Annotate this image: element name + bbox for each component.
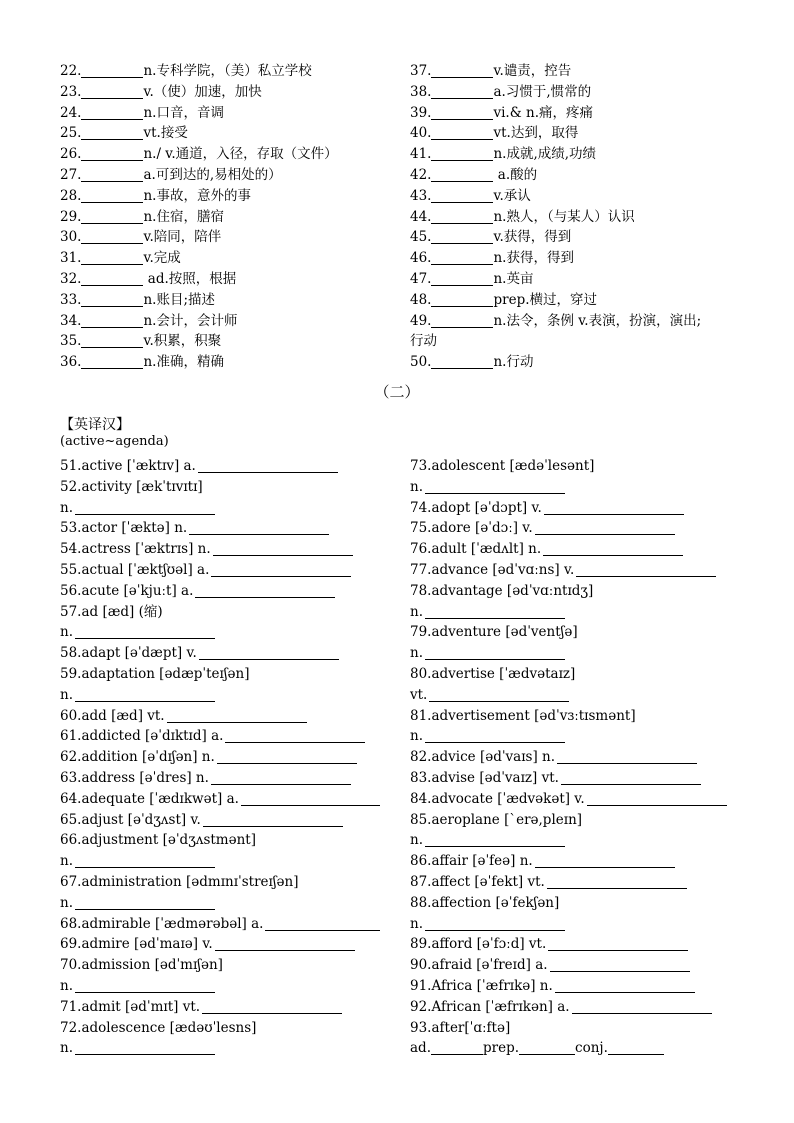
answer-blank[interactable]: [81, 209, 143, 224]
item-number: 39.: [410, 104, 432, 121]
vocab-entry: [60, 602, 380, 623]
chinese-gloss: v.承认: [493, 187, 531, 204]
answer-blank[interactable]: [241, 791, 380, 806]
vocab-item: [60, 144, 338, 165]
vocab-entry: [410, 789, 727, 810]
chinese-gloss: v.陪同，陪伴: [143, 229, 222, 246]
entry-text: n.: [60, 894, 73, 911]
answer-blank[interactable]: [75, 624, 215, 639]
item-number: 47.: [410, 270, 432, 287]
pos-conj-label: conj.: [575, 1040, 608, 1057]
vocab-item: [60, 248, 338, 269]
answer-blank[interactable]: [75, 500, 215, 515]
entry-text: 76.adult [ˈædʌlt] n.: [410, 541, 542, 558]
vocab-entry: [410, 456, 727, 477]
answer-blank[interactable]: [81, 333, 143, 348]
item-number: 28.: [60, 187, 82, 204]
entry-text: n.: [410, 832, 423, 849]
vocab-item: [410, 207, 701, 228]
entry-text: n.: [60, 624, 73, 641]
answer-blank[interactable]: [425, 916, 565, 931]
item-number: 32.: [60, 270, 82, 287]
chinese-gloss: n.熟人，（与某人）认识: [493, 208, 635, 225]
chinese-gloss: vt.接受: [143, 125, 188, 142]
item-number: 22.: [60, 63, 82, 79]
chinese-gloss: a.可到达的,易相处的）: [143, 166, 282, 183]
answer-blank[interactable]: [215, 936, 355, 951]
vocab-item: [60, 331, 338, 352]
vocab-entry: [60, 830, 380, 851]
vocab-item: [60, 290, 338, 311]
vocab-item: [410, 123, 701, 144]
vocab-item: [60, 311, 338, 332]
vocab-entry: [410, 664, 727, 685]
entry-text: 81.advertisement [ədˈvɜːtɪsmənt]: [410, 707, 636, 724]
chinese-gloss: n./ v.通道，入径，存取（文件）: [143, 146, 338, 163]
pos-prep-label: prep.: [482, 1040, 520, 1057]
part2-left-column: [60, 456, 380, 1059]
answer-blank[interactable]: [431, 229, 493, 244]
vocab-entry: [60, 872, 380, 893]
chinese-gloss: a.酸的: [493, 166, 538, 183]
answer-blank[interactable]: [81, 250, 143, 265]
vocab-entry: [410, 1018, 727, 1039]
vocab-entry: [410, 914, 727, 935]
answer-blank[interactable]: [431, 167, 493, 182]
item-number: 48.: [410, 291, 432, 308]
vocab-entry: [60, 893, 380, 914]
entry-text: 80.advertise [ˈædvətaɪz]: [410, 665, 576, 682]
entry-text: 88.affection [əˈfekʃən]: [410, 894, 560, 911]
vocab-entry: [410, 560, 727, 581]
entry-text: 68.admirable [ˈædmərəbəl] a.: [60, 915, 264, 932]
entry-text: n.: [60, 977, 73, 994]
chinese-gloss: n.账目;描述: [143, 291, 216, 308]
part1-right-column: [410, 61, 701, 373]
entry-text: 52.activity [ækˈtɪvɪtɪ]: [60, 478, 203, 495]
vocab-entry: [60, 498, 380, 519]
answer-blank[interactable]: [535, 520, 675, 535]
section-heading: 【英译汉】: [60, 417, 130, 433]
chinese-gloss: a.习惯于,惯常的: [493, 83, 592, 100]
vocab-item: [60, 123, 338, 144]
answer-blank[interactable]: [75, 978, 215, 993]
chinese-gloss: v.（使）加速，加快: [143, 83, 262, 100]
chinese-gloss: n.事故，意外的事: [143, 187, 251, 204]
item-number: 30.: [60, 229, 82, 246]
item-number: 46.: [410, 250, 432, 267]
entry-text: 59.adaptation [ədæpˈteɪʃən]: [60, 665, 250, 682]
vocab-item: [410, 290, 701, 311]
item-number: 43.: [410, 187, 432, 204]
vocab-item: [410, 61, 701, 82]
answer-blank[interactable]: [81, 167, 143, 182]
entry-text: 62.addition [əˈdɪʃən] n.: [60, 749, 215, 766]
entry-text: 60.add [æd] vt.: [60, 707, 165, 724]
answer-blank[interactable]: [587, 791, 727, 806]
vocab-item: [60, 82, 338, 103]
answer-blank[interactable]: [167, 708, 307, 723]
answer-blank[interactable]: [75, 853, 215, 868]
vocab-item: [410, 227, 701, 248]
vocab-entry: [60, 934, 380, 955]
answer-blank[interactable]: [547, 874, 687, 889]
chinese-gloss: n.行动: [493, 354, 534, 371]
item-number: 50.: [410, 354, 432, 371]
entry-text: n.: [410, 728, 423, 745]
answer-blank[interactable]: [550, 957, 690, 972]
item-number: 34.: [60, 312, 82, 329]
entry-text: 84.advocate [ˈædvəkət] v.: [410, 790, 585, 807]
entry-text: 65.adjust [əˈdʒʌst] v.: [60, 811, 201, 828]
vocab-entry: [410, 706, 727, 727]
answer-blank[interactable]: [561, 770, 701, 785]
answer-blank[interactable]: [425, 728, 565, 743]
vocab-item: [60, 186, 338, 207]
chinese-gloss: vi.& n.痛，疼痛: [493, 104, 594, 121]
vocab-entry: [410, 622, 727, 643]
chinese-gloss: v.谴责，控告: [493, 63, 572, 79]
entry-text: 66.adjustment [əˈdʒʌstmənt]: [60, 832, 256, 849]
answer-blank-preposition[interactable]: [519, 1040, 575, 1055]
entry-text: 72.adolescence [ædəʊˈlesns]: [60, 1019, 257, 1036]
answer-blank[interactable]: [75, 895, 215, 910]
vocab-item: [60, 61, 338, 82]
answer-blank[interactable]: [265, 916, 380, 931]
item-number: 36.: [60, 354, 82, 371]
answer-blank-adverb[interactable]: [431, 1040, 483, 1055]
part1-left-column: [60, 61, 338, 373]
answer-blank[interactable]: [81, 271, 143, 286]
chinese-gloss: n.准确，精确: [143, 354, 224, 371]
entry-text: 55.actual [ˈæktʃʊəl] a.: [60, 561, 210, 578]
vocab-entry: [60, 914, 380, 935]
entry-text: 63.address [əˈdres] n.: [60, 769, 209, 786]
item-number: 42.: [410, 166, 432, 183]
vocab-entry: [60, 997, 380, 1018]
vocab-entry: [60, 810, 380, 831]
chinese-gloss: n.会计，会计师: [143, 312, 238, 329]
part2-right-column: [410, 456, 727, 1059]
item-number: 41.: [410, 146, 432, 163]
answer-blank[interactable]: [211, 770, 351, 785]
item-number: 44.: [410, 208, 432, 225]
vocab-entry: [60, 1018, 380, 1039]
vocab-entry: [60, 622, 380, 643]
chinese-gloss: n.获得，得到: [493, 250, 574, 267]
entry-text: 74.adopt [əˈdɔpt] v.: [410, 499, 542, 516]
answer-blank[interactable]: [431, 105, 493, 120]
entry-text: 77.advance [ədˈvɑːns] v.: [410, 561, 575, 578]
answer-blank[interactable]: [555, 978, 695, 993]
answer-blank[interactable]: [203, 812, 343, 827]
answer-blank[interactable]: [543, 541, 683, 556]
answer-blank[interactable]: [431, 354, 493, 369]
vocab-item: [60, 269, 338, 290]
entry-text: 93.after[ˈɑːftə]: [410, 1019, 511, 1036]
vocab-entry: [410, 685, 727, 706]
vocab-item: [60, 352, 338, 373]
item-number: 33.: [60, 291, 82, 308]
entry-text: n.: [410, 915, 423, 932]
vocab-entry: [60, 789, 380, 810]
answer-blank[interactable]: [217, 749, 357, 764]
entry-text: 61.addicted [əˈdɪktɪd] a.: [60, 728, 224, 745]
answer-blank[interactable]: [81, 105, 143, 120]
entry-text: 86.affair [əˈfeə] n.: [410, 853, 533, 870]
entry-text: 89.afford [əˈfɔːd] vt.: [410, 936, 547, 953]
vocab-entry: [410, 872, 727, 893]
vocab-item: [410, 331, 701, 352]
answer-blank[interactable]: [431, 313, 493, 328]
vocab-entry: [410, 581, 727, 602]
vocab-entry: [60, 768, 380, 789]
chinese-gloss: n.口音，音调: [143, 104, 224, 121]
answer-blank[interactable]: [81, 229, 143, 244]
answer-blank[interactable]: [75, 687, 215, 702]
answer-blank[interactable]: [431, 63, 493, 78]
vocab-entry: [60, 456, 380, 477]
vocab-item: [410, 82, 701, 103]
answer-blank[interactable]: [81, 84, 143, 99]
entry-text: 91.Africa [ˈæfrɪkə] n.: [410, 977, 553, 994]
vocab-entry: [60, 560, 380, 581]
answer-blank[interactable]: [81, 188, 143, 203]
vocab-entry: [410, 539, 727, 560]
entry-text: ad.: [410, 1040, 431, 1057]
item-number: 38.: [410, 83, 432, 100]
answer-blank[interactable]: [199, 645, 339, 660]
chinese-gloss: n.成就,成绩,功绩: [493, 146, 597, 163]
vocab-item: [410, 311, 701, 332]
chinese-gloss: n.法令，条例 v.表演，扮演，演出;: [493, 312, 702, 329]
answer-blank[interactable]: [431, 188, 493, 203]
chinese-gloss: prep.横过，穿过: [493, 291, 598, 308]
answer-blank[interactable]: [81, 63, 143, 78]
vocab-entry: [410, 830, 727, 851]
vocab-entry: [410, 643, 727, 664]
entry-text: 87.affect [əˈfekt] vt.: [410, 873, 545, 890]
entry-text: 82.advice [ədˈvaɪs] n.: [410, 749, 556, 766]
continuation-text: 行动: [410, 333, 437, 350]
vocab-item: [410, 144, 701, 165]
entry-text: 58.adapt [əˈdæpt] v.: [60, 645, 197, 662]
vocab-entry: [60, 664, 380, 685]
word-range: (active~agenda): [60, 434, 169, 449]
vocab-entry: [410, 747, 727, 768]
answer-blank[interactable]: [431, 271, 493, 286]
entry-text: 53.actor [ˈæktə] n.: [60, 520, 188, 537]
vocab-item: [60, 207, 338, 228]
answer-blank[interactable]: [548, 936, 688, 951]
entry-text: 71.admit [ədˈmɪt] vt.: [60, 998, 201, 1015]
entry-text: 70.admission [ədˈmɪʃən]: [60, 957, 223, 974]
chinese-gloss: n.专科学院，（美）私立学校: [143, 63, 312, 79]
answer-blank[interactable]: [425, 479, 565, 494]
entry-text: 57.ad [æd] (缩): [60, 603, 163, 620]
answer-blank[interactable]: [75, 1040, 215, 1055]
chinese-gloss: v.积累，积聚: [143, 333, 222, 350]
chinese-gloss: v.完成: [143, 250, 181, 267]
vocab-entry: [60, 685, 380, 706]
item-number: 29.: [60, 208, 82, 225]
item-number: 24.: [60, 104, 82, 121]
item-number: 26.: [60, 146, 82, 163]
vocab-item: [410, 248, 701, 269]
vocab-entry: [410, 602, 727, 623]
item-number: 35.: [60, 333, 82, 350]
answer-blank[interactable]: [544, 500, 684, 515]
vocab-entry: [60, 726, 380, 747]
vocab-item: [60, 165, 338, 186]
vocab-entry: [410, 477, 727, 498]
item-number: 37.: [410, 63, 432, 79]
answer-blank[interactable]: [81, 125, 143, 140]
entry-text: n.: [60, 853, 73, 870]
entry-text: 64.adequate [ˈædɪkwət] a.: [60, 790, 239, 807]
answer-blank[interactable]: [189, 520, 329, 535]
vocab-entry: [60, 976, 380, 997]
vocab-entry: [60, 706, 380, 727]
vocab-item: [410, 186, 701, 207]
vocab-entry: [410, 768, 727, 789]
answer-blank[interactable]: [431, 125, 493, 140]
vocab-entry: [60, 581, 380, 602]
entry-text: 56.acute [əˈkjuːt] a.: [60, 582, 194, 599]
vocab-entry: [410, 997, 727, 1018]
chinese-gloss: n.住宿，膳宿: [143, 208, 224, 225]
item-number: 25.: [60, 125, 82, 142]
vocab-entry: [410, 726, 727, 747]
entry-text: 75.adore [əˈdɔː] v.: [410, 520, 533, 537]
item-number: 45.: [410, 229, 432, 246]
vocab-entry: [410, 851, 727, 872]
entry-text: n.: [410, 603, 423, 620]
entry-text: 67.administration [ədmɪnɪˈstreɪʃən]: [60, 873, 299, 890]
answer-blank[interactable]: [535, 853, 675, 868]
vocab-entry: [410, 518, 727, 539]
vocab-entry: [60, 518, 380, 539]
entry-text: 90.afraid [əˈfreɪd] a.: [410, 957, 548, 974]
item-number: 23.: [60, 83, 82, 100]
answer-blank[interactable]: [425, 832, 565, 847]
answer-blank[interactable]: [572, 999, 712, 1014]
vocab-item: [410, 103, 701, 124]
item-number: 31.: [60, 250, 82, 267]
answer-blank[interactable]: [431, 209, 493, 224]
entry-text: 51.active [ˈæktɪv] a.: [60, 458, 196, 474]
answer-blank[interactable]: [425, 604, 565, 619]
answer-blank[interactable]: [195, 583, 335, 598]
answer-blank[interactable]: [202, 999, 342, 1014]
chinese-gloss: v.获得，得到: [493, 229, 572, 246]
vocab-item: [410, 352, 701, 373]
answer-blank[interactable]: [431, 146, 493, 161]
entry-text: 79.adventure [ədˈventʃə]: [410, 624, 578, 641]
entry-text: 92.African [ˈæfrɪkən] a.: [410, 998, 570, 1015]
item-number: 40.: [410, 125, 432, 142]
vocab-item: [410, 269, 701, 290]
answer-blank[interactable]: [431, 250, 493, 265]
vocab-entry: [410, 976, 727, 997]
answer-blank[interactable]: [81, 292, 143, 307]
entry-text: n.: [60, 686, 73, 703]
answer-blank[interactable]: [213, 541, 353, 556]
entry-text: 78.advantage [ədˈvɑːntɪdʒ]: [410, 582, 594, 599]
answer-blank[interactable]: [425, 645, 565, 660]
vocab-entry: [60, 539, 380, 560]
section-title: （二）: [374, 383, 420, 401]
vocab-item: [410, 165, 701, 186]
answer-blank[interactable]: [81, 146, 143, 161]
entry-text: n.: [60, 499, 73, 516]
answer-blank[interactable]: [576, 562, 716, 577]
vocab-entry: [410, 934, 727, 955]
entry-text: 73.adolescent [ædəˈlesənt]: [410, 458, 595, 474]
vocab-item: [60, 103, 338, 124]
answer-blank-conjunction[interactable]: [608, 1040, 664, 1055]
chinese-gloss: vt.达到，取得: [493, 125, 579, 142]
answer-blank[interactable]: [211, 562, 351, 577]
answer-blank[interactable]: [429, 687, 569, 702]
answer-blank[interactable]: [198, 458, 338, 473]
item-number: 49.: [410, 312, 432, 329]
vocab-entry: [60, 851, 380, 872]
chinese-gloss: ad.按照，根据: [143, 270, 237, 287]
answer-blank[interactable]: [557, 749, 697, 764]
answer-blank[interactable]: [81, 354, 143, 369]
entry-text: 54.actress [ˈæktrɪs] n.: [60, 541, 211, 558]
vocab-entry: [60, 477, 380, 498]
vocab-entry: [410, 810, 727, 831]
vocab-entry: [60, 643, 380, 664]
vocab-entry: [410, 1038, 727, 1059]
answer-blank[interactable]: [225, 728, 365, 743]
answer-blank[interactable]: [81, 313, 143, 328]
vocab-entry: [410, 955, 727, 976]
entry-text: vt.: [410, 686, 428, 703]
vocab-entry: [60, 955, 380, 976]
vocab-entry: [410, 498, 727, 519]
answer-blank[interactable]: [431, 292, 493, 307]
entry-text: 69.admire [ədˈmaɪə] v.: [60, 936, 213, 953]
vocab-entry: [410, 893, 727, 914]
entry-text: n.: [410, 478, 423, 495]
entry-text: n.: [60, 1040, 73, 1057]
entry-text: 85.aeroplane [ˋerə,pleɪn]: [410, 811, 583, 828]
answer-blank[interactable]: [431, 84, 493, 99]
item-number: 27.: [60, 166, 82, 183]
vocab-entry: [60, 747, 380, 768]
entry-text: 83.advise [ədˈvaɪz] vt.: [410, 769, 559, 786]
chinese-gloss: n.英亩: [493, 270, 534, 287]
vocab-entry: [60, 1038, 380, 1059]
vocab-item: [60, 227, 338, 248]
entry-text: n.: [410, 645, 423, 662]
